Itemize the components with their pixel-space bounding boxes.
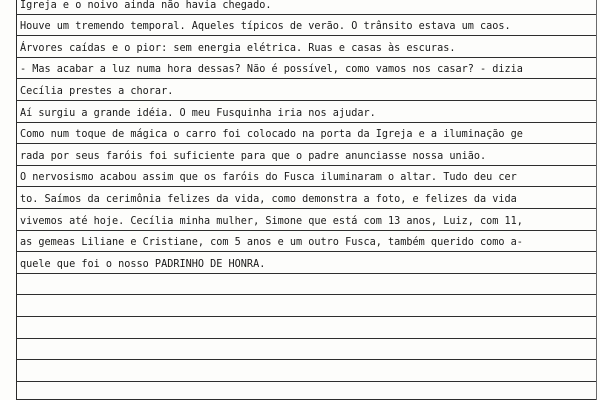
typed-line: Árvores caídas e o pior: sem energia elétrica. Ruas e casas às escuras. (20, 42, 456, 54)
typed-line: O nervosismo acabou assim que os faróis do Fusca iluminaram o altar. Tudo deu cer (20, 172, 517, 184)
typed-line: as gemeas Liliane e Cristiane, com 5 anos e um outro Fusca, também querido como a- (20, 237, 523, 249)
ruled-line-16 (16, 317, 596, 339)
ruled-line-17 (16, 339, 596, 361)
ruled-line-7 (16, 123, 596, 145)
ruled-line-12 (16, 231, 596, 253)
ruled-line-10 (16, 187, 596, 209)
typed-line: to. Saímos da cerimônia felizes da vida, como demonstra a foto, e felizes da vida (20, 193, 517, 205)
ruled-line-3 (16, 36, 596, 58)
ruled-line-19 (16, 378, 596, 400)
ruled-line-9 (16, 166, 596, 188)
ruled-line-15 (16, 295, 596, 317)
typed-line: Como num toque de mágica o carro foi colocado na porta da Igreja e a iluminação ge (20, 129, 523, 141)
ruled-line-5 (16, 79, 596, 101)
typed-line: Cecília prestes a chorar. (20, 85, 174, 97)
typed-line: rada por seus faróis foi suficiente para que o padre anunciasse nossa união. (20, 150, 487, 162)
ruled-line-13 (16, 252, 596, 274)
ruled-line-1 (16, 0, 596, 15)
typed-line: - Mas acabar a luz numa hora dessas? Não é possível, como vamos nos casar? - dizia (20, 64, 523, 76)
right-margin-rule (596, 0, 597, 400)
typed-line: Houve um tremendo temporal. Aqueles típicos de verão. O trânsito estava um caos. (20, 21, 511, 33)
ruled-line-2 (16, 15, 596, 37)
typed-line: vivemos até hoje. Cecília minha mulher, Simone que está com 13 anos, Luiz, com 11, (20, 215, 523, 227)
typed-line: Aí surgiu a grande idéia. O meu Fusquinha iria nos ajudar. (20, 107, 376, 119)
ruled-line-11 (16, 209, 596, 231)
ruled-line-8 (16, 144, 596, 166)
ruled-line-6 (16, 101, 596, 123)
ruled-line-14 (16, 274, 596, 296)
ruled-line-4 (16, 58, 596, 80)
typed-line: quele que foi o nosso PADRINHO DE HONRA. (20, 258, 266, 270)
typed-line: Igreja e o noivo ainda não havia chegado. (20, 0, 272, 11)
